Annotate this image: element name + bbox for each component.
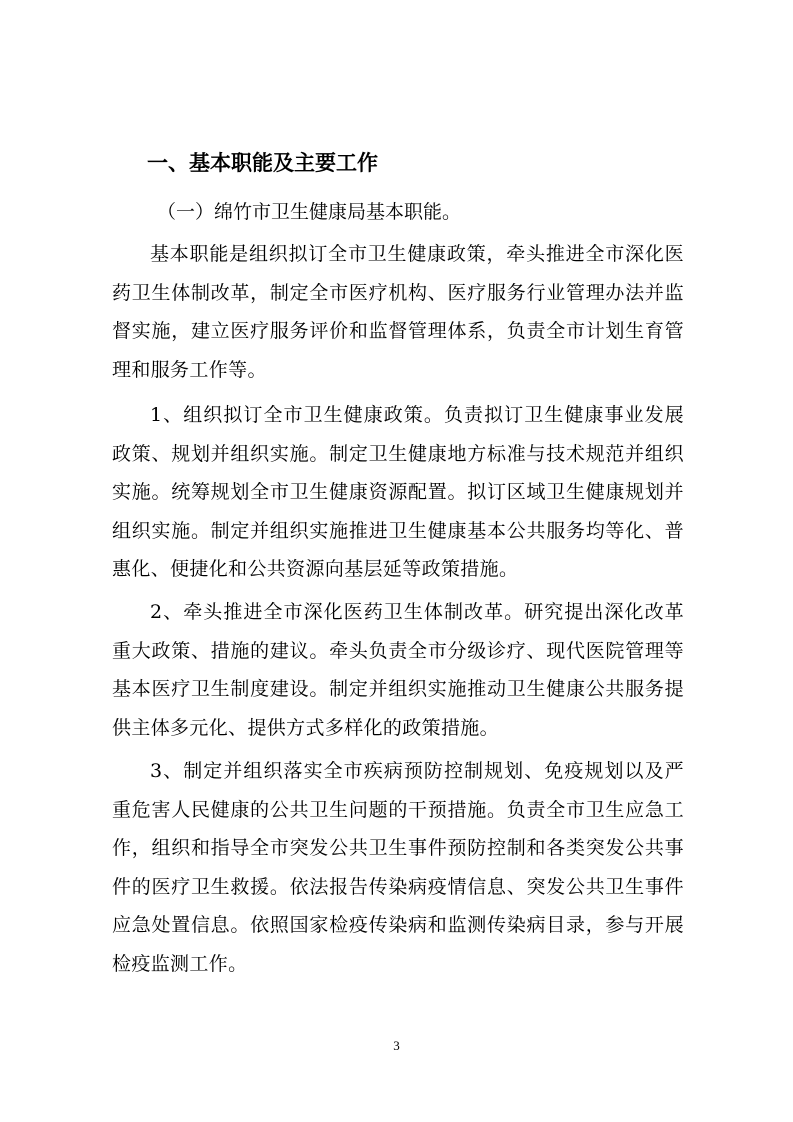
body-paragraph-intro: 基本职能是组织拟订全市卫生健康政策，牵头推进全市深化医药卫生体制改革，制定全市医疗机构、医疗服务行业管理办法并监督实施，建立医疗服务评价和监督管理体系，负责全市计划生育管理和服务工作等。	[112, 243, 684, 381]
section-heading: 一、基本职能及主要工作	[147, 151, 378, 175]
body-paragraph-item-3: 3、制定并组织落实全市疾病预防控制规划、免疫规划以及严重危害人民健康的公共卫生问题的干预措施。负责全市卫生应急工作，组织和指导全市突发公共卫生事件预防控制和各类突发公共事件的医疗卫生救援。依法报告传染病疫情信息、突发公共卫生事件应急处置信息。依照国家检疫传染病和监测传染病目录，参与开展检疫监测工作。	[112, 760, 684, 975]
page-number: 3	[393, 1038, 400, 1053]
subsection-heading: （一）绵竹市卫生健康局基本职能。	[157, 201, 462, 223]
body-paragraph-item-2: 2、牵头推进全市深化医药卫生体制改革。研究提出深化改革重大政策、措施的建议。牵头负责全市分级诊疗、现代医院管理等基本医疗卫生制度建设。制定并组织实施推动卫生健康公共服务提供主体多元化、提供方式多样化的政策措施。	[112, 601, 684, 739]
body-paragraph-item-1: 1、组织拟订全市卫生健康政策。负责拟订卫生健康事业发展政策、规划并组织实施。制定卫生健康地方标准与技术规范并组织实施。统筹规划全市卫生健康资源配置。拟订区域卫生健康规划并组织实施。制定并组织实施推进卫生健康基本公共服务均等化、普惠化、便捷化和公共资源向基层延等政策措施。	[112, 404, 684, 580]
